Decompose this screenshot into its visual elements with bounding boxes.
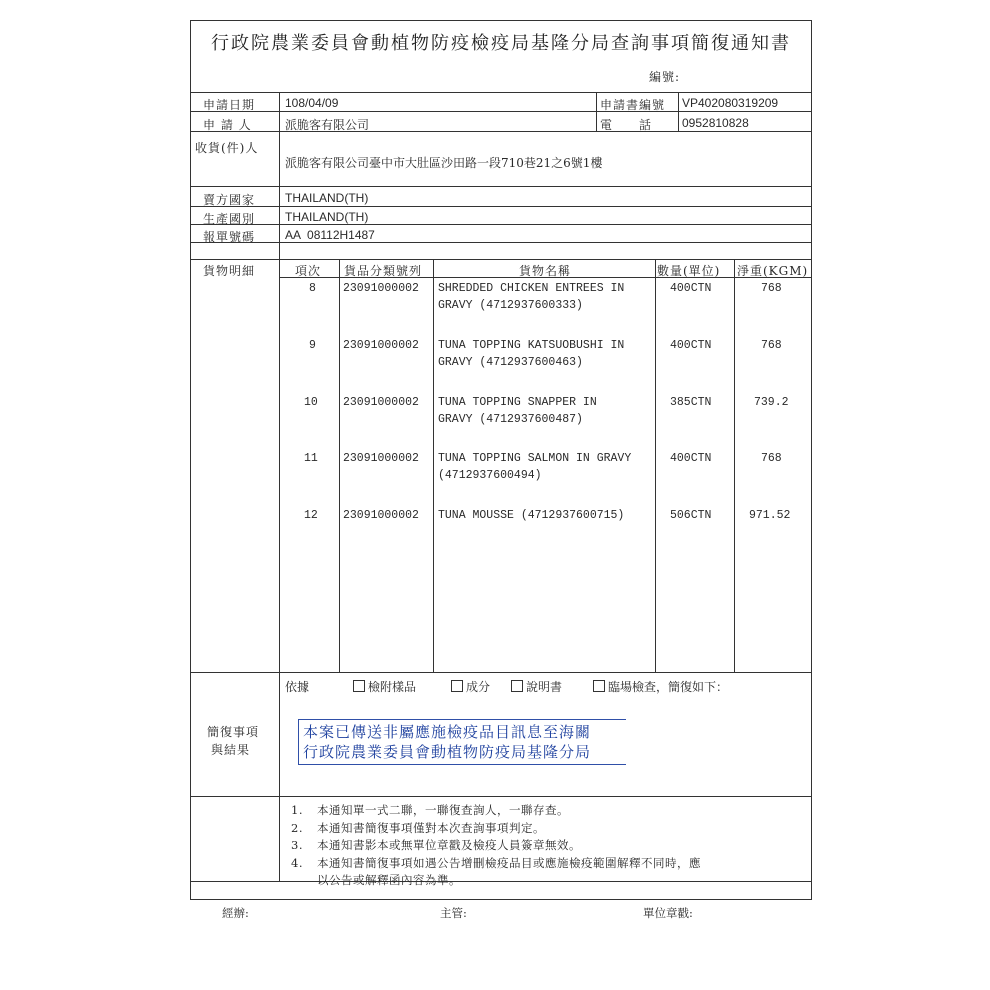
phone-label: 電 話 — [600, 118, 653, 132]
note-text: 以公告或解釋函內容為準。 — [317, 873, 461, 887]
col-header-hs: 貨品分類號列 — [344, 264, 423, 278]
table-row-name-line2: (4712937600494) — [438, 469, 542, 482]
handler-signature-label: 經辦: — [222, 906, 249, 920]
basis-label: 依據 — [285, 680, 310, 694]
table-row-item: 11 — [304, 452, 318, 465]
table-row-hs: 23091000002 — [343, 396, 419, 409]
table-row-weight: 768 — [761, 452, 782, 465]
checkbox-onsite[interactable] — [593, 680, 605, 692]
apply-date-label: 申請日期 — [203, 98, 256, 112]
result-label-line2: 與結果 — [211, 743, 251, 757]
note-number: 4. — [291, 855, 303, 870]
notes-list — [291, 802, 701, 890]
table-row-name: TUNA TOPPING SALMON IN GRAVY — [438, 452, 632, 465]
unit-stamp-label: 單位章戳: — [643, 906, 693, 920]
basis-option-sample-label: 檢附樣品 — [368, 680, 417, 694]
col-header-weight: 淨重(KGM) — [737, 264, 809, 278]
note-number: 2. — [291, 820, 303, 835]
note-number: 3. — [291, 838, 303, 852]
result-label-line1: 簡復事項 — [207, 725, 260, 739]
table-row-item: 9 — [309, 339, 316, 352]
basis-option-onsite[interactable] — [593, 678, 728, 695]
list-item — [291, 820, 701, 838]
note-text: 本通知書影本或無單位章戳及檢疫人員簽章無效。 — [317, 838, 581, 852]
serial-label: 編號: — [649, 70, 681, 84]
table-row-qty: 400CTN — [670, 339, 712, 352]
note-number: 1. — [291, 803, 303, 817]
table-row-hs: 23091000002 — [343, 282, 419, 295]
col-header-item: 項次 — [295, 264, 322, 278]
table-row-item: 12 — [304, 509, 318, 522]
table-row-weight: 971.52 — [749, 509, 791, 522]
table-row-name-line2: GRAVY (4712937600487) — [438, 413, 583, 426]
table-row-hs: 23091000002 — [343, 339, 419, 352]
table-row-weight: 739.2 — [754, 396, 789, 409]
checkbox-ingredients[interactable] — [451, 680, 463, 692]
list-item — [291, 837, 701, 855]
table-row-qty: 400CTN — [670, 452, 712, 465]
basis-option-onsite-label: 臨場檢查，簡復如下： — [608, 680, 729, 694]
table-row-hs: 23091000002 — [343, 509, 419, 522]
supervisor-signature-label: 主管: — [440, 906, 467, 920]
col-header-qty: 數量(單位) — [657, 264, 721, 278]
applicant-value: 派脆客有限公司 — [285, 118, 370, 132]
table-row-name-line2: GRAVY (4712937600463) — [438, 356, 583, 369]
table-row-qty: 385CTN — [670, 396, 712, 409]
table-row-hs: 23091000002 — [343, 452, 419, 465]
applicant-label: 申 請 人 — [203, 118, 252, 132]
form-no-value: VP402080319209 — [682, 96, 779, 110]
table-row-name: SHREDDED CHICKEN ENTREES IN — [438, 282, 625, 295]
list-item — [291, 802, 701, 820]
table-row-qty: 400CTN — [670, 282, 712, 295]
table-row-qty: 506CTN — [670, 509, 712, 522]
seller-country-label: 賣方國家 — [203, 193, 256, 207]
stamp-line-2: 行政院農業委員會動植物防疫局基隆分局 — [303, 743, 592, 761]
checkbox-sample[interactable] — [353, 680, 365, 692]
declaration-no-label: 報單號碼 — [203, 230, 256, 244]
table-row-item: 8 — [309, 282, 316, 295]
table-row-item: 10 — [304, 396, 318, 409]
document-title: 行政院農業委員會動植物防疫檢疫局基隆分局查詢事項簡復通知書 — [211, 33, 791, 54]
form-no-label: 申請書編號 — [600, 98, 666, 112]
result-stamp — [298, 719, 626, 765]
apply-date-value: 108/04/09 — [285, 96, 339, 110]
table-row-name: TUNA TOPPING KATSUOBUSHI IN — [438, 339, 625, 352]
origin-country-label: 生產國別 — [203, 212, 256, 226]
checkbox-manual[interactable] — [511, 680, 523, 692]
seller-country-value: THAILAND(TH) — [285, 191, 369, 205]
list-item — [291, 872, 701, 890]
declaration-no-value: AA 08112H1487 — [285, 228, 375, 242]
note-text: 本通知單一式二聯，一聯復查詢人，一聯存查。 — [317, 803, 569, 817]
basis-option-ingredients-label: 成分 — [466, 680, 491, 694]
table-row-name-line2: GRAVY (4712937600333) — [438, 299, 583, 312]
basis-option-ingredients[interactable] — [451, 678, 490, 695]
list-item — [291, 855, 701, 873]
note-text: 本通知書簡復事項如遇公告增刪檢疫品目或應施檢疫範圍解釋不同時，應 — [317, 855, 701, 870]
table-row-name: TUNA MOUSSE (4712937600715) — [438, 509, 625, 522]
table-row-weight: 768 — [761, 282, 782, 295]
goods-section-label: 貨物明細 — [203, 264, 256, 278]
basis-option-manual-label: 說明書 — [526, 680, 563, 694]
col-header-name: 貨物名稱 — [519, 264, 572, 278]
phone-value: 0952810828 — [682, 116, 749, 130]
consignee-label: 收貨(件)人 — [195, 141, 259, 155]
stamp-line-1: 本案已傳送非屬應施檢疫品目訊息至海關 — [303, 723, 592, 741]
table-row-weight: 768 — [761, 339, 782, 352]
notice-document — [190, 20, 812, 900]
consignee-value: 派脆客有限公司臺中市大肚區沙田路一段710巷21之6號1樓 — [285, 156, 603, 170]
table-row-name: TUNA TOPPING SNAPPER IN — [438, 396, 597, 409]
origin-country-value: THAILAND(TH) — [285, 210, 369, 224]
basis-option-manual[interactable] — [511, 678, 562, 695]
basis-option-sample[interactable] — [353, 678, 416, 695]
note-text: 本通知書簡復事項僅對本次查詢事項判定。 — [317, 820, 545, 835]
